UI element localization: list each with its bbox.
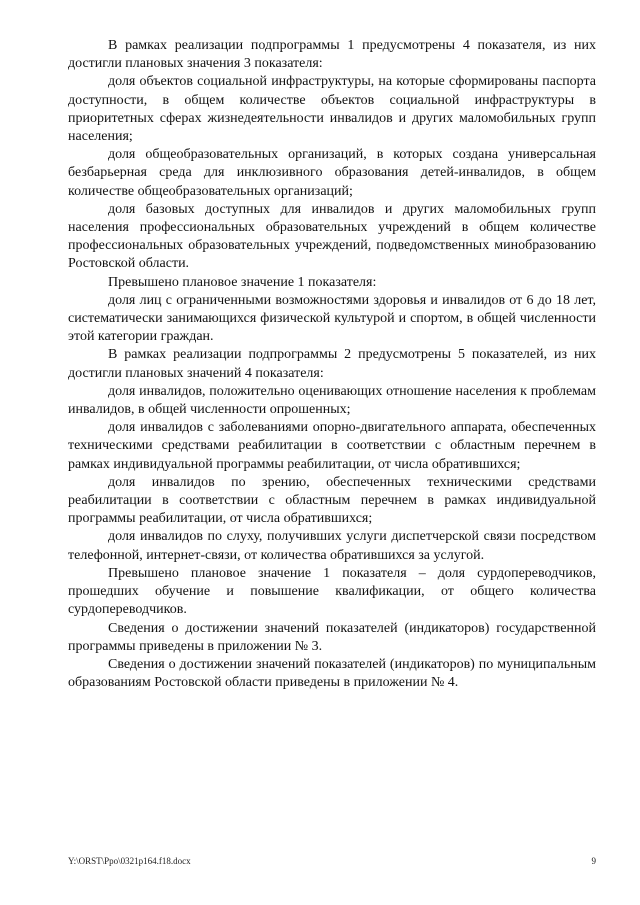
- paragraph: Сведения о достижении значений показателей (индикаторов) по муниципальным образованиям Ростовской области приведены в приложении № 4.: [68, 656, 596, 691]
- paragraph: доля инвалидов с заболеваниями опорно-двигательного аппарата, обеспеченных техническими средствами реабилитации в соответствии с областным перечнем в рамках индивидуальной программы реабилитации, от числа обратившихся;: [68, 420, 596, 472]
- paragraph: В рамках реализации подпрограммы 2 предусмотрены 5 показателей, из них достигли плановых значений 4 показателя:: [68, 347, 596, 381]
- file-path: Y:\ORST\Ppo\0321p164.f18.docx: [68, 856, 191, 866]
- paragraph: Превышено плановое значение 1 показателя:: [108, 274, 377, 290]
- paragraph: доля объектов социальной инфраструктуры, на которые сформированы паспорта доступности, в общем количестве объектов социальной инфраструктуры в приоритетных сферах жизнедеятельности инвалидов и других маломобильных групп населения;: [68, 74, 596, 145]
- paragraph: доля инвалидов, положительно оценивающих отношение населения к проблемам инвалидов, в общей численности опрошенных;: [68, 383, 596, 418]
- paragraph: Превышено плановое значение 1 показателя – доля сурдопереводчиков, прошедших обучение и повышение квалификации, от общего количества сурдопереводчиков.: [68, 565, 596, 618]
- paragraph: В рамках реализации подпрограммы 1 предусмотрены 4 показателя, из них достигли плановых значения 3 показателя:: [68, 38, 596, 72]
- paragraph: доля инвалидов по слуху, получивших услуги диспетчерской связи посредством телефонной, интернет-связи, от количества обратившихся за услугой.: [68, 529, 596, 563]
- paragraph: доля лиц с ограниченными возможностями здоровья и инвалидов от 6 до 18 лет, систематически занимающихся физической культурой и спортом, в общей численности этой категории граждан.: [68, 292, 596, 345]
- paragraph: доля общеобразовательных организаций, в которых создана универсальная безбарьерная среда для инклюзивного образования детей-инвалидов, в общем количестве общеобразовательных организаций;: [68, 147, 596, 199]
- paragraph: доля базовых доступных для инвалидов и других маломобильных групп населения профессиональных образовательных учреждений в общем количестве профессиональных образовательных учреждений, подведомственных минобразованию Ростовской области.: [68, 201, 596, 272]
- document-body: [68, 37, 596, 692]
- paragraph: Сведения о достижении значений показателей (индикаторов) государственной программы приведены в приложении № 3.: [68, 620, 596, 654]
- page-number: 9: [591, 856, 596, 866]
- paragraph: доля инвалидов по зрению, обеспеченных техническими средствами реабилитации в соответствии с областным перечнем в рамках индивидуальной программы реабилитации, от числа обратившихся;: [68, 474, 596, 527]
